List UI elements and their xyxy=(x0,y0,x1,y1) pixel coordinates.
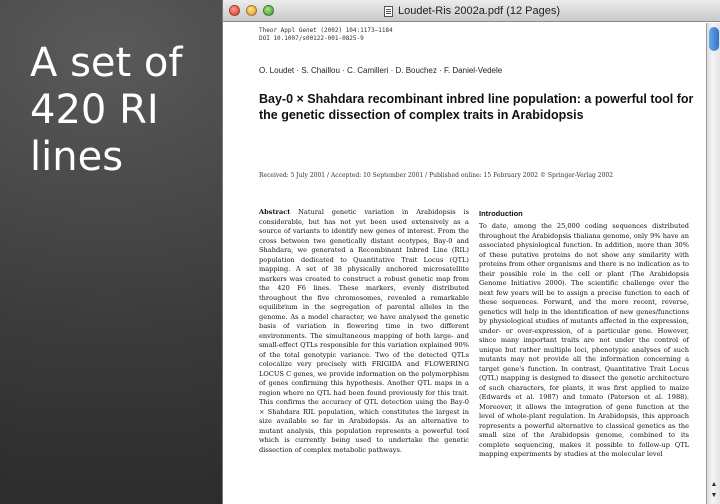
window-title: Loudet-Ris 2002a.pdf (12 Pages) xyxy=(397,5,561,17)
document-pane[interactable] xyxy=(223,23,707,504)
vertical-scrollbar[interactable] xyxy=(706,23,720,504)
paper-title: Bay-0 × Shahdara recombinant inbred line population: a powerful tool for the genetic dissection of complex traits in Arabidopsis xyxy=(259,92,694,122)
scroll-down-arrow-icon[interactable]: ▼ xyxy=(710,492,718,499)
abstract-text: Natural genetic variation in Arabidopsis is considerable, but has not yet been used extensively as a source of variants to identify new genes of interest. From the cross between two genetically distant ecotypes, Bay-0 and Shahdara, we generated a Recombinant Inbred Line (RIL) population dedicated to Quantitative Trait Locus (QTL) mapping. A set of 38 physically anchored microsatellite markers was created to construct a robust genetic map from the 420 F6 lines. These markers, evenly distributed throughout the five chromosomes, revealed a remarkable equilibrium in the segregation of parental alleles in the genome. As a model character, we have analysed the genetic basis of variation in flowering time in two different environments. The simultaneous mapping of both large- and small-effect QTLs responsible for this variation explained 90% of the total genotypic variance. Two of the detected QTLs colocalize very precisely with FRIGIDA and FLOWERING LOCUS C genes, we provide information on the polymorphism of genes confirming this hypothesis. Another QTL maps in a region where no QTL had been found previously for this trait. This confirms the accuracy of QTL detection using the Bay-0 × Shahdara RIL population, which constitutes the largest in size available so far in Arabidopsis. As an alternative to mutant analysis, this population represents a powerful tool which is currently being used to undertake the genetic dissection of complex metabolic pathways. xyxy=(259,208,469,454)
abstract-label: Abstract xyxy=(259,208,291,216)
paper-authors: O. Loudet · S. Chaillou · C. Camilleri · D. Bouchez · F. Daniel-Vedele xyxy=(259,66,503,75)
doi-line: DOI 10.1007/s00122-001-0825-9 xyxy=(259,35,364,42)
zoom-button[interactable] xyxy=(263,5,274,16)
introduction-heading: Introduction xyxy=(479,209,523,218)
close-button[interactable] xyxy=(229,5,240,16)
introduction-column xyxy=(479,208,689,460)
introduction-text: To date, among the 25,000 coding sequences distributed throughout the Arabidopsis thaliana genome, only 9% have an associated physiological function. In addition, more than 30% of these putative proteins do not show any similarity with proteins from other organisms and there is no indication as to their possible role in the cell or plant (The Arabidopsis Genome Initiative 2000). The scientific challenge over the next few years will be to assign a precise function to each of these sequences. Forward, and the more recent, reverse, genetics will help in the identification of new genes/functions by physiological studies of mutants affected in the expression, under- or over-expression, of a particular gene. However, since many important traits are not under the control of unique but rather multiple loci, phenotypic analyses of such mutants may not provide all the information concerning a target gene's function. In contrast, Quantitative Trait Locus (QTL) mapping is designed to dissect the genetic architecture of such characters, for plants, it was first applied to maize (Edwards et al. 1987) and tomato (Paterson et al. 1988). Moreover, it allows the integration of gene function at the level of whole-plant regulation. In Arabidopsis, this approach represents a powerful alternative to classical genetics as the small size of the Arabidopsis genome, combined to its complete sequencing, makes it possible to follow-up QTL mapping experiments by studies at the molecular level xyxy=(479,222,689,458)
window-title-group xyxy=(223,0,720,22)
journal-citation: Theor Appl Genet (2002) 104:1173–1184 xyxy=(259,27,393,34)
scroll-up-arrow-icon[interactable]: ▲ xyxy=(710,481,718,488)
scrollbar-thumb[interactable] xyxy=(709,27,719,51)
minimize-button[interactable] xyxy=(246,5,257,16)
received-line: Received: 5 July 2001 / Accepted: 10 September 2001 / Published online: 15 February 2002 © Springer-Verlag 2002 xyxy=(259,172,614,179)
window-controls xyxy=(223,5,274,16)
window-titlebar[interactable] xyxy=(223,0,720,22)
slide-title: A set of 420 RI lines xyxy=(30,40,183,180)
pdf-page xyxy=(223,23,707,504)
pdf-document-icon xyxy=(384,6,393,17)
abstract-column xyxy=(259,208,469,455)
pdf-viewer-window[interactable] xyxy=(222,0,720,504)
journal-header xyxy=(259,27,393,43)
